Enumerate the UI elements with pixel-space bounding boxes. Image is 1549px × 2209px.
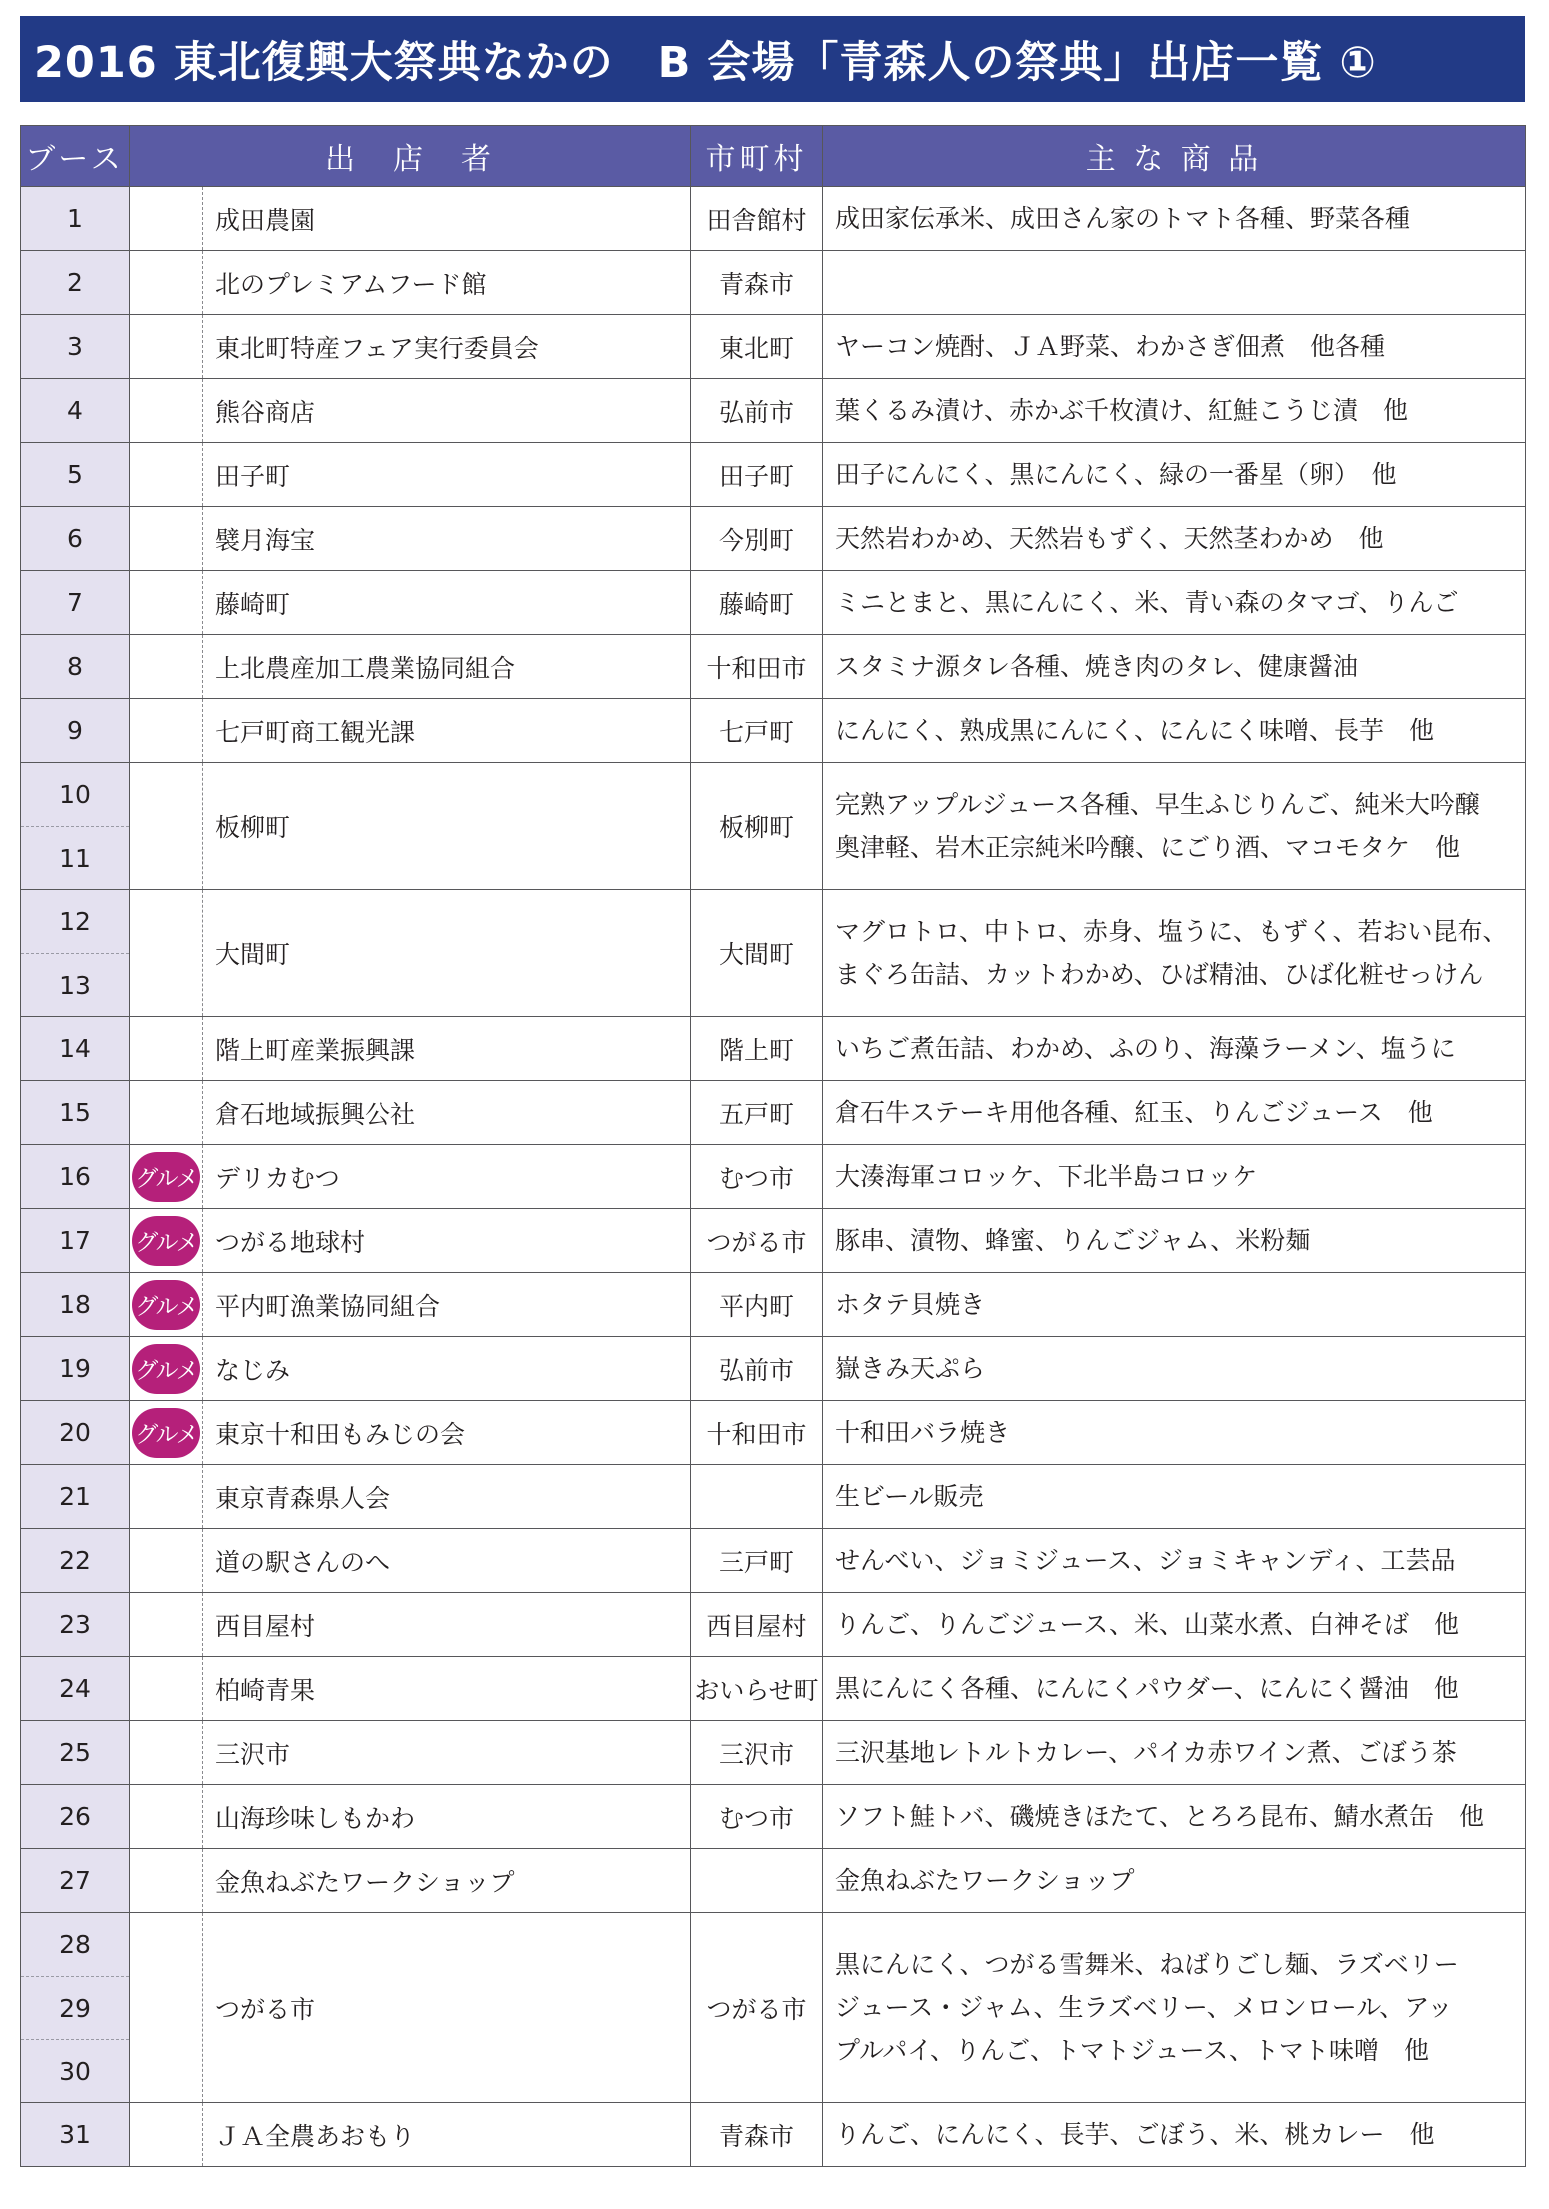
- category-tag-cell: [130, 1849, 203, 1913]
- exhibitor-name: 倉石地域振興公社: [203, 1081, 691, 1145]
- category-tag-cell: [130, 315, 203, 379]
- municipality: 十和田市: [691, 635, 823, 699]
- table-row: [21, 1145, 1526, 1209]
- booth-number-cell: [21, 1913, 130, 2103]
- exhibitor-name: 襞月海宝: [203, 507, 691, 571]
- main-goods-line: ジュース・ジャム、生ラズベリー、メロンロール、アッ: [835, 1993, 1453, 2022]
- exhibitor-name: 七戸町商工観光課: [203, 699, 691, 763]
- main-goods-line: プルパイ、りんご、トマトジュース、トマト味噌 他: [835, 2036, 1430, 2065]
- exhibitor-name: ＪＡ全農あおもり: [203, 2103, 691, 2167]
- booth-number: 3: [67, 332, 83, 361]
- booth-number-cell: [21, 315, 130, 379]
- booth-number: 18: [59, 1290, 91, 1319]
- main-goods-line: 葉くるみ漬け、赤かぶ千枚漬け、紅鮭こうじ漬 他: [835, 396, 1409, 425]
- category-tag-cell: [130, 379, 203, 443]
- exhibitor-name: 板柳町: [203, 763, 691, 890]
- table-row: [21, 1785, 1526, 1849]
- main-goods-line: にんにく、熟成黒にんにく、にんにく味噌、長芋 他: [835, 716, 1435, 745]
- booth-number-cell: [21, 1401, 130, 1465]
- municipality: [691, 1465, 823, 1529]
- category-tag-cell: [130, 1913, 203, 2103]
- gourmet-badge: グルメ: [132, 1152, 200, 1202]
- booth-number: 25: [59, 1738, 91, 1767]
- table-header-row: [21, 126, 1526, 187]
- booth-number: 22: [59, 1546, 91, 1575]
- booth-number-cell: [21, 443, 130, 507]
- main-goods-line: 黒にんにく、つがる雪舞米、ねばりごし麺、ラズベリー: [835, 1950, 1459, 1979]
- header-goods: 主 な 商 品: [823, 126, 1526, 187]
- main-goods-cell: [823, 1913, 1526, 2103]
- table-row: [21, 1337, 1526, 1401]
- booth-number-cell: [21, 763, 130, 890]
- category-tag-cell: [130, 1337, 203, 1401]
- municipality: 東北町: [691, 315, 823, 379]
- exhibitor-name: 柏崎青果: [203, 1657, 691, 1721]
- booth-number-cell: [21, 571, 130, 635]
- main-goods-line: ホタテ貝焼き: [835, 1290, 986, 1319]
- municipality: 五戸町: [691, 1081, 823, 1145]
- municipality: 今別町: [691, 507, 823, 571]
- main-goods-cell: [823, 699, 1526, 763]
- booth-number: 2: [67, 268, 83, 297]
- exhibitor-name: なじみ: [203, 1337, 691, 1401]
- table-row: [21, 443, 1526, 507]
- booth-number: 1: [67, 204, 83, 233]
- main-goods-cell: [823, 1849, 1526, 1913]
- main-goods-cell: [823, 1273, 1526, 1337]
- main-goods-line: 田子にんにく、黒にんにく、緑の一番星（卵） 他: [835, 460, 1397, 489]
- main-goods-line: ミニとまと、黒にんにく、米、青い森のタマゴ、りんご: [835, 588, 1459, 617]
- booth-number-cell: [21, 1849, 130, 1913]
- table-row: [21, 1721, 1526, 1785]
- main-goods-line: 生ビール販売: [835, 1482, 984, 1511]
- booth-number: 13: [21, 953, 129, 1016]
- booth-number: 4: [67, 396, 83, 425]
- category-tag-cell: [130, 1465, 203, 1529]
- municipality: 田子町: [691, 443, 823, 507]
- booth-number-cell: [21, 379, 130, 443]
- main-goods-line: 成田家伝承米、成田さん家のトマト各種、野菜各種: [835, 204, 1411, 233]
- municipality: むつ市: [691, 1785, 823, 1849]
- main-goods-cell: [823, 635, 1526, 699]
- municipality: 階上町: [691, 1017, 823, 1081]
- category-tag-cell: [130, 1081, 203, 1145]
- exhibitor-name: 東京青森県人会: [203, 1465, 691, 1529]
- category-tag-cell: [130, 1529, 203, 1593]
- booth-number: 14: [59, 1034, 91, 1063]
- exhibitor-name: 西目屋村: [203, 1593, 691, 1657]
- exhibitor-name: 三沢市: [203, 1721, 691, 1785]
- header-city: 市町村: [691, 126, 823, 187]
- booth-number-cell: [21, 1273, 130, 1337]
- table-row: [21, 763, 1526, 890]
- booth-number-cell: [21, 1593, 130, 1657]
- category-tag-cell: [130, 1593, 203, 1657]
- main-goods-line: ソフト鮭トバ、磯焼きほたて、とろろ昆布、鯖水煮缶 他: [835, 1802, 1485, 1831]
- main-goods-cell: [823, 571, 1526, 635]
- main-goods-cell: [823, 1465, 1526, 1529]
- exhibitor-name: 大間町: [203, 890, 691, 1017]
- booth-number-cell: [21, 1529, 130, 1593]
- booth-number-cell: [21, 1785, 130, 1849]
- table-row: [21, 1913, 1526, 2103]
- exhibitor-name: 階上町産業振興課: [203, 1017, 691, 1081]
- municipality: 弘前市: [691, 379, 823, 443]
- main-goods-line: せんべい、ジョミジュース、ジョミキャンディ、工芸品: [835, 1546, 1456, 1575]
- municipality: つがる市: [691, 1913, 823, 2103]
- table-row: [21, 699, 1526, 763]
- main-goods-line: 大湊海軍コロッケ、下北半島コロッケ: [835, 1162, 1258, 1191]
- main-goods-line: りんご、りんごジュース、米、山菜水煮、白神そば 他: [835, 1610, 1460, 1639]
- table-row: [21, 1081, 1526, 1145]
- main-goods-cell: [823, 507, 1526, 571]
- table-row: [21, 1017, 1526, 1081]
- booth-number-cell: [21, 1209, 130, 1273]
- exhibitor-name: 上北農産加工農業協同組合: [203, 635, 691, 699]
- table-row: [21, 1465, 1526, 1529]
- category-tag-cell: [130, 507, 203, 571]
- table-row: [21, 2103, 1526, 2167]
- main-goods-cell: [823, 1081, 1526, 1145]
- booth-number: 9: [67, 716, 83, 745]
- main-goods-cell: [823, 2103, 1526, 2167]
- booth-number: 30: [21, 2039, 129, 2102]
- municipality: 弘前市: [691, 1337, 823, 1401]
- booth-number: 10: [59, 780, 91, 809]
- main-goods-cell: [823, 315, 1526, 379]
- category-tag-cell: [130, 1209, 203, 1273]
- header-booth: ブース: [21, 126, 130, 187]
- category-tag-cell: [130, 1401, 203, 1465]
- category-tag-cell: [130, 251, 203, 315]
- booth-number: 31: [59, 2120, 91, 2149]
- booth-number-cell: [21, 251, 130, 315]
- exhibitor-name: 道の駅さんのへ: [203, 1529, 691, 1593]
- main-goods-cell: [823, 443, 1526, 507]
- booth-number-cell: [21, 1145, 130, 1209]
- table-row: [21, 1273, 1526, 1337]
- gourmet-badge: グルメ: [132, 1280, 200, 1330]
- table-row: [21, 187, 1526, 251]
- main-goods-cell: [823, 1209, 1526, 1273]
- municipality: 平内町: [691, 1273, 823, 1337]
- main-goods-cell: [823, 1721, 1526, 1785]
- category-tag-cell: [130, 1785, 203, 1849]
- main-goods-cell: [823, 763, 1526, 890]
- page-title: 2016 東北復興大祭典なかの B 会場「青森人の祭典」出店一覧 ①: [20, 16, 1525, 102]
- main-goods-cell: [823, 1337, 1526, 1401]
- main-goods-line: まぐろ缶詰、カットわかめ、ひば精油、ひば化粧せっけん: [835, 960, 1484, 989]
- booth-number-cell: [21, 1337, 130, 1401]
- main-goods-cell: [823, 1529, 1526, 1593]
- exhibitor-name: 田子町: [203, 443, 691, 507]
- main-goods-cell: [823, 379, 1526, 443]
- category-tag-cell: [130, 1273, 203, 1337]
- category-tag-cell: [130, 635, 203, 699]
- booth-number: 26: [59, 1802, 91, 1831]
- booth-number-cell: [21, 1657, 130, 1721]
- municipality: 十和田市: [691, 1401, 823, 1465]
- booth-number: 16: [59, 1162, 91, 1191]
- main-goods-line: 黒にんにく各種、にんにくパウダー、にんにく醤油 他: [835, 1674, 1459, 1703]
- booth-number: 20: [59, 1418, 91, 1447]
- table-body: [21, 187, 1526, 2167]
- booth-number: 27: [59, 1866, 91, 1895]
- exhibitor-name: 金魚ねぶたワークショップ: [203, 1849, 691, 1913]
- main-goods-cell: [823, 890, 1526, 1017]
- exhibitor-name: デリカむつ: [203, 1145, 691, 1209]
- exhibitor-name: つがる地球村: [203, 1209, 691, 1273]
- main-goods-line: 倉石牛ステーキ用他各種、紅玉、りんごジュース 他: [835, 1098, 1433, 1127]
- booth-number: 28: [59, 1930, 91, 1959]
- category-tag-cell: [130, 1657, 203, 1721]
- booth-number-cell: [21, 699, 130, 763]
- table-row: [21, 1657, 1526, 1721]
- table-row: [21, 1401, 1526, 1465]
- municipality: 三戸町: [691, 1529, 823, 1593]
- booth-number-cell: [21, 1017, 130, 1081]
- main-goods-line: 奥津軽、岩木正宗純米吟醸、にごり酒、マコモタケ 他: [835, 833, 1461, 862]
- booth-number-cell: [21, 2103, 130, 2167]
- exhibitor-name: 東北町特産フェア実行委員会: [203, 315, 691, 379]
- category-tag-cell: [130, 187, 203, 251]
- main-goods-cell: [823, 1785, 1526, 1849]
- exhibitor-name: 東京十和田もみじの会: [203, 1401, 691, 1465]
- table-row: [21, 890, 1526, 1017]
- booth-number: 21: [59, 1482, 91, 1511]
- main-goods-line: 天然岩わかめ、天然岩もずく、天然茎わかめ 他: [835, 524, 1384, 553]
- booth-number: 23: [59, 1610, 91, 1639]
- exhibitor-name: 平内町漁業協同組合: [203, 1273, 691, 1337]
- main-goods-cell: [823, 1017, 1526, 1081]
- municipality: 板柳町: [691, 763, 823, 890]
- booth-number-cell: [21, 1721, 130, 1785]
- main-goods-line: 金魚ねぶたワークショップ: [835, 1866, 1135, 1895]
- category-tag-cell: [130, 890, 203, 1017]
- main-goods-cell: [823, 1401, 1526, 1465]
- booth-number-cell: [21, 890, 130, 1017]
- booth-number: 24: [59, 1674, 91, 1703]
- main-goods-line: 完熟アップルジュース各種、早生ふじりんご、純米大吟醸: [835, 790, 1480, 819]
- booth-number: 8: [67, 652, 83, 681]
- booth-number-cell: [21, 507, 130, 571]
- municipality: 青森市: [691, 2103, 823, 2167]
- category-tag-cell: [130, 1017, 203, 1081]
- municipality: 三沢市: [691, 1721, 823, 1785]
- exhibitor-name: つがる市: [203, 1913, 691, 2103]
- exhibitor-table: [20, 125, 1526, 2167]
- main-goods-line: りんご、にんにく、長芋、ごぼう、米、桃カレー 他: [835, 2120, 1435, 2149]
- main-goods-cell: [823, 1145, 1526, 1209]
- category-tag-cell: [130, 571, 203, 635]
- category-tag-cell: [130, 763, 203, 890]
- category-tag-cell: [130, 2103, 203, 2167]
- booth-number: 19: [59, 1354, 91, 1383]
- main-goods-line: 三沢基地レトルトカレー、パイカ赤ワイン煮、ごぼう茶: [835, 1738, 1457, 1767]
- booth-number: 5: [67, 460, 83, 489]
- header-exhibitor: 出 店 者: [130, 126, 691, 187]
- table-row: [21, 571, 1526, 635]
- booth-number: 7: [67, 588, 83, 617]
- category-tag-cell: [130, 1721, 203, 1785]
- table-row: [21, 251, 1526, 315]
- table-row: [21, 507, 1526, 571]
- booth-number: 15: [59, 1098, 91, 1127]
- municipality: つがる市: [691, 1209, 823, 1273]
- main-goods-cell: [823, 251, 1526, 315]
- exhibitor-name: 成田農園: [203, 187, 691, 251]
- main-goods-line: スタミナ源タレ各種、焼き肉のタレ、健康醤油: [835, 652, 1359, 681]
- main-goods-line: 豚串、漬物、蜂蜜、りんごジャム、米粉麺: [835, 1226, 1311, 1255]
- booth-number: 12: [59, 907, 91, 936]
- booth-number-cell: [21, 187, 130, 251]
- main-goods-line: マグロトロ、中トロ、赤身、塩うに、もずく、若おい昆布、: [835, 917, 1508, 946]
- table-row: [21, 1529, 1526, 1593]
- exhibitor-name: 山海珍味しもかわ: [203, 1785, 691, 1849]
- municipality: むつ市: [691, 1145, 823, 1209]
- booth-number: 11: [21, 826, 129, 889]
- booth-number: 6: [67, 524, 83, 553]
- table-row: [21, 1849, 1526, 1913]
- table-row: [21, 1209, 1526, 1273]
- table-row: [21, 635, 1526, 699]
- main-goods-cell: [823, 1657, 1526, 1721]
- municipality: 七戸町: [691, 699, 823, 763]
- municipality: 田舎館村: [691, 187, 823, 251]
- table-row: [21, 1593, 1526, 1657]
- municipality: 青森市: [691, 251, 823, 315]
- municipality: 大間町: [691, 890, 823, 1017]
- booth-number-cell: [21, 635, 130, 699]
- category-tag-cell: [130, 1145, 203, 1209]
- gourmet-badge: グルメ: [132, 1408, 200, 1458]
- main-goods-cell: [823, 187, 1526, 251]
- exhibitor-name: 熊谷商店: [203, 379, 691, 443]
- gourmet-badge: グルメ: [132, 1344, 200, 1394]
- booth-number: 29: [21, 1976, 129, 2039]
- municipality: 西目屋村: [691, 1593, 823, 1657]
- main-goods-line: 嶽きみ天ぷら: [835, 1354, 986, 1383]
- exhibitor-name: 北のプレミアムフード館: [203, 251, 691, 315]
- main-goods-cell: [823, 1593, 1526, 1657]
- municipality: 藤崎町: [691, 571, 823, 635]
- category-tag-cell: [130, 699, 203, 763]
- booth-number: 17: [59, 1226, 91, 1255]
- table-row: [21, 379, 1526, 443]
- booth-number-cell: [21, 1465, 130, 1529]
- municipality: [691, 1849, 823, 1913]
- municipality: おいらせ町: [691, 1657, 823, 1721]
- table-row: [21, 315, 1526, 379]
- exhibitor-name: 藤崎町: [203, 571, 691, 635]
- main-goods-line: いちご煮缶詰、わかめ、ふのり、海藻ラーメン、塩うに: [835, 1034, 1456, 1063]
- main-goods-line: ヤーコン焼酎、ＪＡ野菜、わかさぎ佃煮 他各種: [835, 332, 1386, 361]
- gourmet-badge: グルメ: [132, 1216, 200, 1266]
- booth-number-cell: [21, 1081, 130, 1145]
- category-tag-cell: [130, 443, 203, 507]
- main-goods-line: 十和田バラ焼き: [835, 1418, 1011, 1447]
